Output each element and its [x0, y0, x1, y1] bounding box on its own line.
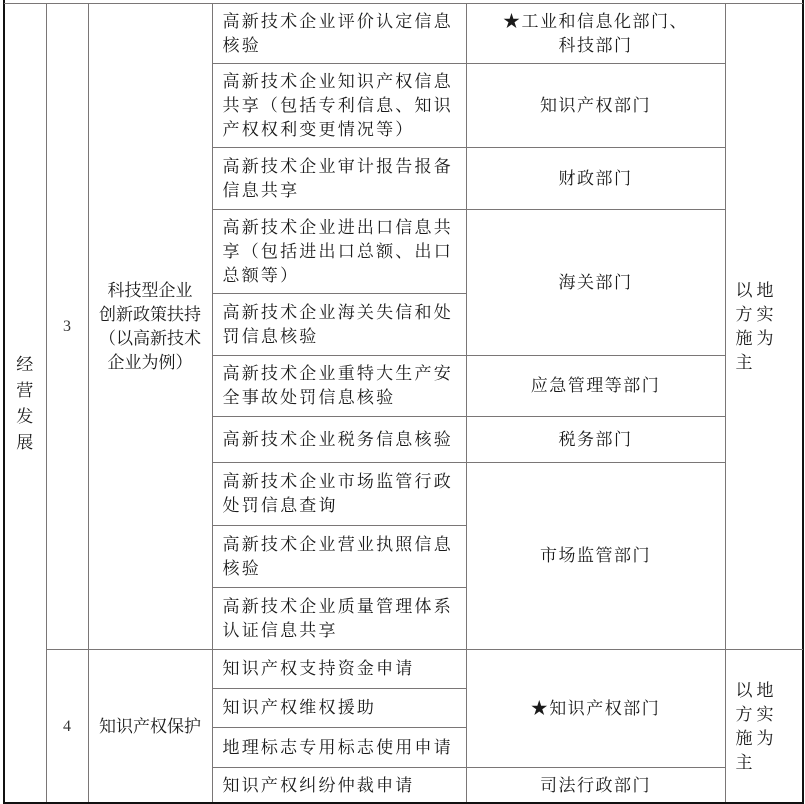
department-cell: 应急管理等部门 — [466, 356, 725, 417]
group-number: 3 — [46, 4, 88, 650]
service-item: 高新技术企业税务信息核验 — [212, 417, 466, 463]
service-item: 知识产权支持资金申请 — [212, 650, 466, 689]
group-name: 知识产权保护 — [88, 650, 212, 804]
service-item: 高新技术企业评价认定信息核验 — [212, 4, 466, 64]
category-label: 经 营 发 展 — [16, 354, 34, 453]
implementation-mode: 以地方实施为主 — [725, 650, 803, 804]
service-item: 高新技术企业市场监管行政处罚信息查询 — [212, 463, 466, 526]
department-cell: 司法行政部门 — [466, 768, 725, 804]
service-item: 高新技术企业审计报告报备信息共享 — [212, 148, 466, 210]
department-cell: 海关部门 — [466, 210, 725, 356]
table-row — [4, 4, 803, 64]
implementation-mode: 以地方实施为主 — [725, 4, 803, 650]
department-cell: ★知识产权部门 — [466, 650, 725, 768]
service-item: 知识产权纠纷仲裁申请 — [212, 768, 466, 804]
service-item: 知识产权维权援助 — [212, 689, 466, 728]
department-cell: 市场监管部门 — [466, 463, 725, 650]
category-cell — [4, 4, 46, 804]
department-cell: ★工业和信息化部门、 科技部门 — [466, 4, 725, 64]
service-item: 高新技术企业重特大生产安全事故处罚信息核验 — [212, 356, 466, 417]
service-item: 地理标志专用标志使用申请 — [212, 728, 466, 768]
service-item: 高新技术企业营业执照信息核验 — [212, 526, 466, 588]
department-cell: 知识产权部门 — [466, 64, 725, 148]
service-item: 高新技术企业质量管理体系认证信息共享 — [212, 588, 466, 650]
department-cell: 财政部门 — [466, 148, 725, 210]
service-item: 高新技术企业知识产权信息共享（包括专利信息、知识产权权利变更情况等） — [212, 64, 466, 148]
service-table — [4, 3, 803, 804]
service-item: 高新技术企业进出口信息共享（包括进出口总额、出口总额等） — [212, 210, 466, 294]
department-cell: 税务部门 — [466, 417, 725, 463]
table-row — [4, 650, 803, 689]
group-number: 4 — [46, 650, 88, 804]
group-name: 科技型企业 创新政策扶持 （以高新技术 企业为例） — [88, 4, 212, 650]
service-item: 高新技术企业海关失信和处罚信息核验 — [212, 294, 466, 356]
